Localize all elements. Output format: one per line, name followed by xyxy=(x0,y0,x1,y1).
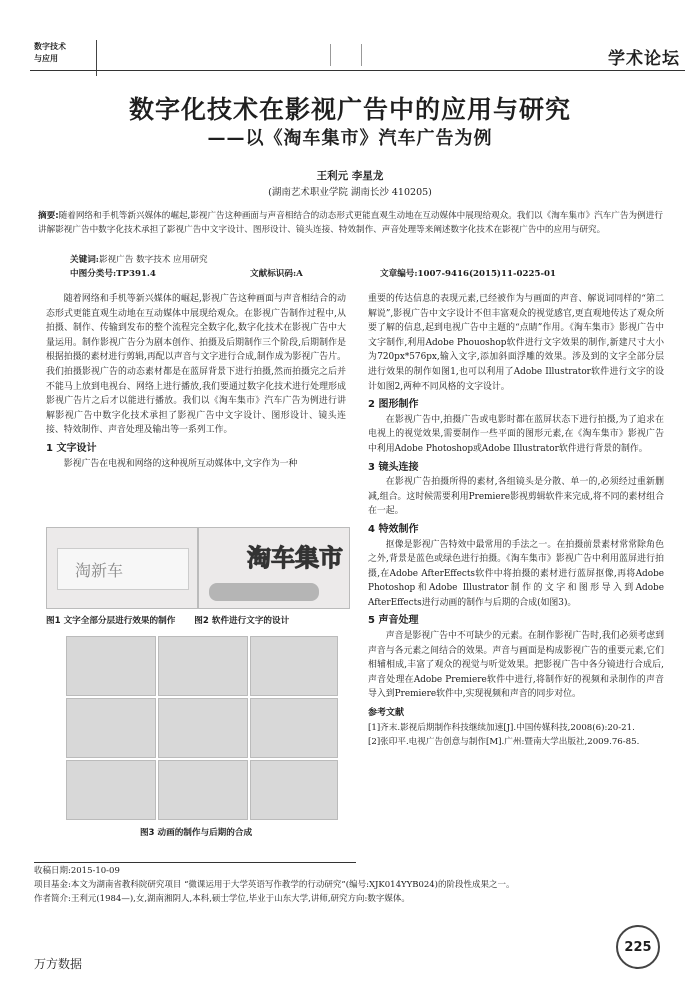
watermark: 万方数据 xyxy=(34,957,83,971)
references-heading: 参考文献 xyxy=(368,708,405,719)
section1-heading: 1 文字设计 xyxy=(46,442,97,454)
figure3-frame xyxy=(250,636,338,696)
abstract-text: 随着网络和手机等新兴媒体的崛起,影视广告这种画面与声音相结合的动态形式更能直观生动地在互动媒体中展现给观众。我们以《淘车集市》汽车广告为例进行讲解影视广告中数字化技术承担了影视广告中文字设计、图形设计、镜头连接、特效制作、声音处理等来阐述数字化技术在影视广告中的应用与研究。 xyxy=(38,211,663,235)
authors: 王利元 李星龙 xyxy=(316,170,384,182)
section4-text: 抠像是影视广告特效中最常用的手法之一。在拍摄前景素材常常除角色之外,背景是蓝色或绿色进行拍摄。《淘车集市》影视广告中利用蓝屏进行拍摄,在Adobe AfterEffects软件中将拍摄的素材进行蓝屏抠像,再将Adobe Photoshop和Adobe Illustrator制作的文字和图形导入到Adobe AfterEffects进行动画的制作与后期的合成(如图3)。 xyxy=(368,539,664,608)
article-number: 文章编号:1007-9416(2015)11-0225-01 xyxy=(380,269,556,279)
figure3-frame xyxy=(66,760,156,820)
section3-heading: 3 镜头连接 xyxy=(368,461,419,473)
figure3-frame xyxy=(158,698,248,758)
figure-captions-row xyxy=(46,614,346,626)
page-number: 225 xyxy=(624,940,652,955)
figure3-frame xyxy=(158,760,248,820)
figure1-caption: 图1 文字全部分层进行效果的制作 xyxy=(46,616,176,626)
figure3-grid xyxy=(66,636,336,818)
figure2-logo-text: 淘车集市 xyxy=(247,544,343,572)
reference-2: [2]张印平.电视广告创意与制作[M].广州:暨南大学出版社,2009.76-85. xyxy=(368,736,640,747)
figure3-frame xyxy=(158,636,248,696)
figure3-frame xyxy=(250,760,338,820)
footnotes xyxy=(34,864,674,906)
author-bio: 作者简介:王利元(1984—),女,湖南湘阴人,本科,硕士学位,毕业于山东大学,讲师,研究方向:数字媒体。 xyxy=(34,894,410,904)
abstract-label: 摘要: xyxy=(38,211,59,221)
journal-line1: 数字技术 xyxy=(34,41,66,51)
figure2-image xyxy=(198,527,350,609)
intro-paragraph: 随着网络和手机等新兴媒体的崛起,影视广告这种画面与声音相结合的动态形式更能直观生动地在互动媒体中展现给观众。在影视广告制作过程中,从拍摄、制作、传输到发布的整个流程完全数字化,数字化技术在影视广告中大量运用。制作影视广告分为剧本创作、拍摄及后期制作三个阶段,后期制作是根据拍摄的素材进行剪辑,再配以声音与文字进行合成,制作成为影视广告片。我们拍摄影视广告的动态素材都是在蓝屏背景下进行拍摄,然而拍摄完之后并不能马上放到电视台、网络上进行播放,我们要通过数字化技术进行处理形成影视广告片之后才以能进行播放。我们以《淘车集市》汽车广告为例进行讲解影视广告中数字化技术承担了影视广告中文字设计、图形设计、镜头连接、特效制作、声音处理及输出等一系列工作。 xyxy=(46,294,346,436)
section5-heading: 5 声音处理 xyxy=(368,615,419,627)
right-column xyxy=(368,292,664,749)
section3-text: 在影视广告拍摄所得的素材,各组镜头是分散、单一的,必须经过重新删减,组合。这时候需要利用Premiere影视剪辑软件来完成,将不同的素材组合在一起。 xyxy=(368,477,664,517)
keywords-label: 关键词: xyxy=(70,255,99,265)
header-rule xyxy=(30,70,685,71)
affiliation: (湖南艺术职业学院 湖南长沙 410205) xyxy=(268,187,432,198)
keywords-text: 影视广告 数字技术 应用研究 xyxy=(98,255,208,265)
figure1-image xyxy=(46,527,198,609)
section4-heading: 4 特效制作 xyxy=(368,523,419,535)
doc-code: 文献标识码:A xyxy=(250,269,303,279)
received-date: 收稿日期:2015-10-09 xyxy=(34,866,120,876)
section2-text: 在影视广告中,拍摄广告或电影时都在蓝屏状态下进行拍摄,为了追求在电视上的视觉效果,需要制作一些平面的图形元素,在《淘车集市》影视广告中利用Adobe Photoshop或Adobe Illustrator软件进行背景的制作。 xyxy=(368,414,664,454)
footnote-rule xyxy=(34,862,356,863)
figure3-frame xyxy=(66,636,156,696)
figure3-frame xyxy=(66,698,156,758)
article-title: 数字化技术在影视广告中的应用与研究 xyxy=(128,95,571,124)
header-decoration xyxy=(330,44,362,66)
figure2-caption: 图2 软件进行文字的设计 xyxy=(194,616,290,626)
reference-1: [1]齐末.影视后期制作科技继续加速[J].中国传媒科技,2008(6):20-21. xyxy=(368,722,635,733)
figure1-text: 淘新车 xyxy=(75,561,124,580)
fund-note: 项目基金:本文为湖南省教科院研究项目 “微课运用于大学英语写作教学的行动研究”(编号:XJK014YYB024)的阶段性成果之一。 xyxy=(34,880,515,890)
section1-text: 影视广告在电视和网络的这种视所互动媒体中,文字作为一种 xyxy=(63,458,298,469)
journal-line2: 与应用 xyxy=(34,53,58,63)
left-column xyxy=(46,292,346,471)
section2-heading: 2 图形制作 xyxy=(368,399,419,411)
abstract xyxy=(38,210,664,237)
column-name: 学术论坛 xyxy=(608,49,680,69)
cls-number: 中图分类号:TP391.4 xyxy=(70,269,156,279)
figure3-caption: 图3 动画的制作与后期的合成 xyxy=(139,828,253,838)
section1-continued: 重要的传达信息的表现元素,已经被作为与画面的声音、解说词同样的“第二解说”,影视广告中文字设计不但丰富观众的视觉感官,更直观地传达了观众所要了解的信息,起到电视广告中主题的“点睛”作用。《淘车集市》影视广告中文字制作,利用Adobe Phouoshop软件进行文字效果的制作,新建尺寸大小为720px*576px,输入文字,添加斜面浮雕的效果。涉及到的文字全部分层进行效果的制作如图1,也可以利用了Adobe Illustrator软件进行文字的设计如图2,两种不同风格的文字设计。 xyxy=(368,294,664,392)
figure3-frame xyxy=(250,698,338,758)
article-subtitle: ——以《淘车集市》汽车广告为例 xyxy=(207,128,493,149)
page-number-seal xyxy=(616,925,660,969)
keywords xyxy=(70,253,208,265)
section5-text: 声音是影视广告中不可缺少的元素。在制作影视广告时,我们必须考虑到声音与各元素之间结合的效果。声音与画面是构成影视广告的重要元素,它们相辅相成,丰富了观众的视觉与听觉效果。把影视广告中各分镜进行合成后,声音处理在Adobe Premiere软件中进行,将制作好的视频和录制作的声音导入到Premiere软件中,实现视频和声音的同步对位。 xyxy=(368,631,664,700)
